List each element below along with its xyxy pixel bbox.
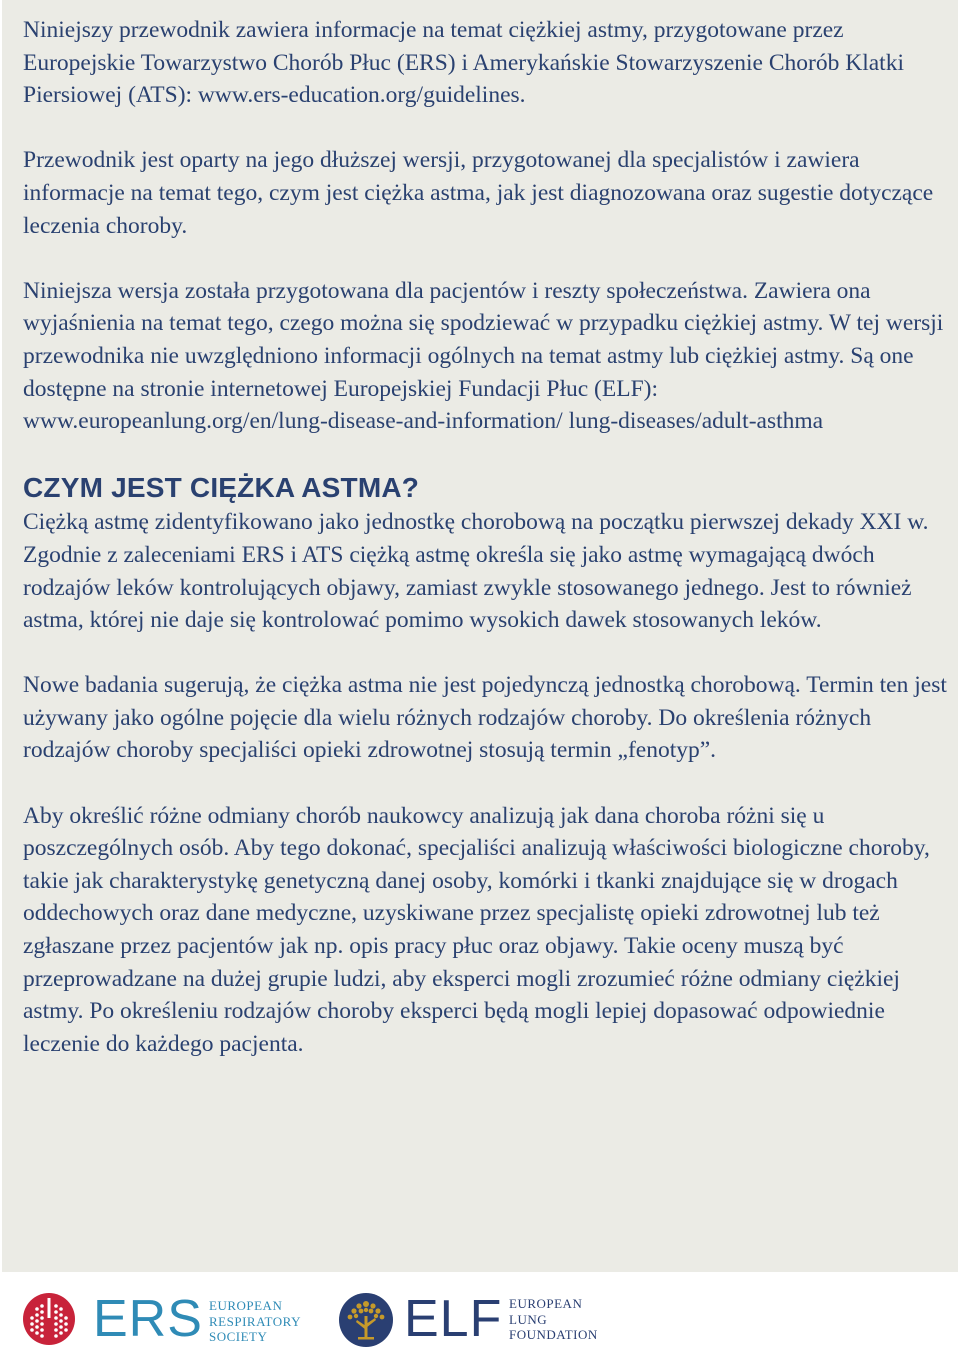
- section-paragraph-3: Aby określić różne odmiany chorób naukowcy analizują jak dana choroba różni się u poszczególnych osób. Aby tego dokonać, specjaliści analizują właściwości biologiczne choroby, takie jak charakterystykę genetyczną danej osoby, komórki i tkanki znajdujące się w drogach oddechowych oraz dane medyczne, uzyskiwane przez specjalistę opieki zdrowotnej lub też zgłaszane przez pacjentów jak np. opis pracy płuc oraz objawy. Takie oceny muszą być przeprowadzane na dużej grupie ludzi, aby eksperci mogli zrozumieć różne odmiany ciężkiej astmy. Po określeniu rodzajów choroby eksperci będą mogli lepiej dopasować odpowiednie leczenie do każdego pacjenta.: [23, 802, 930, 1057]
- elf-name-line-2: LUNG: [509, 1311, 548, 1327]
- elf-name-line-3: FOUNDATION: [509, 1327, 598, 1342]
- document-body: [23, 14, 948, 1093]
- elf-full-name: [509, 1296, 598, 1343]
- section-paragraph-1: Ciężką astmę zidentyfikowano jako jednostkę chorobową na początku pierwszej dekady XXI w. Zgodnie z zaleceniami ERS i ATS ciężką astmę określa się jako astmę wymagającą dwóch rodzajów leków kontrolujących objawy, zamiast zwykle stosowanego jednego. Jest to również astma, której nie daje się kontrolować pomimo wysokich dawek stosowanych leków.: [23, 509, 929, 634]
- ers-name-line-2: RESPIRATORY: [209, 1313, 301, 1329]
- footer-logos: [0, 1272, 960, 1358]
- ers-name-line-1: EUROPEAN: [209, 1298, 283, 1313]
- elf-tree-logo-icon: [338, 1292, 394, 1348]
- ers-abbreviation: ERS: [93, 1290, 203, 1348]
- section-paragraph-2: Nowe badania sugerują, że ciężka astma nie jest pojedynczą jednostką chorobową. Termin ten jest używany jako ogólne pojęcie dla wielu różnych rodzajów choroby. Do określenia różnych rodzajów choroby specjaliści opieki zdrowotnej stosują termin „fenotyp”.: [23, 672, 947, 764]
- intro-paragraph-2: Przewodnik jest oparty na jego dłuższej wersji, przygotowanej dla specjalistów i zawiera informacje na temat tego, czym jest ciężka astma, jak jest diagnozowana oraz sugestie dotyczące leczenia choroby.: [23, 147, 934, 239]
- section-heading: CZYM JEST CIĘŻKA ASTMA?: [23, 472, 420, 504]
- ers-full-name: [209, 1298, 301, 1345]
- ers-name-line-3: SOCIETY: [209, 1329, 268, 1344]
- intro-paragraph-1: Niniejszy przewodnik zawiera informacje na temat ciężkiej astmy, przygotowane przez Europejskie Towarzystwo Chorób Płuc (ERS) i Amerykańskie Stowarzyszenie Chorób Klatki Piersiowej (ATS): www.ers-education.org/guidelines.: [23, 17, 904, 109]
- ers-lungs-logo-icon: [22, 1292, 76, 1346]
- elf-name-line-1: EUROPEAN: [509, 1296, 583, 1311]
- elf-abbreviation: ELF: [404, 1290, 503, 1348]
- intro-paragraph-3: Niniejsza wersja została przygotowana dla pacjentów i reszty społeczeństwa. Zawiera ona wyjaśnienia na temat tego, czego można się spodziewać w przypadku ciężkiej astmy. W tej wersji przewodnika nie uwzględniono informacji ogólnych na temat astmy lub ciężkiej astmy. Są one dostępne na stronie internetowej Europejskiej Fundacji Płuc (ELF): www.europeanlung.org/en/lung-disease-and-information/ lung-diseases/adult-asthma: [23, 277, 944, 435]
